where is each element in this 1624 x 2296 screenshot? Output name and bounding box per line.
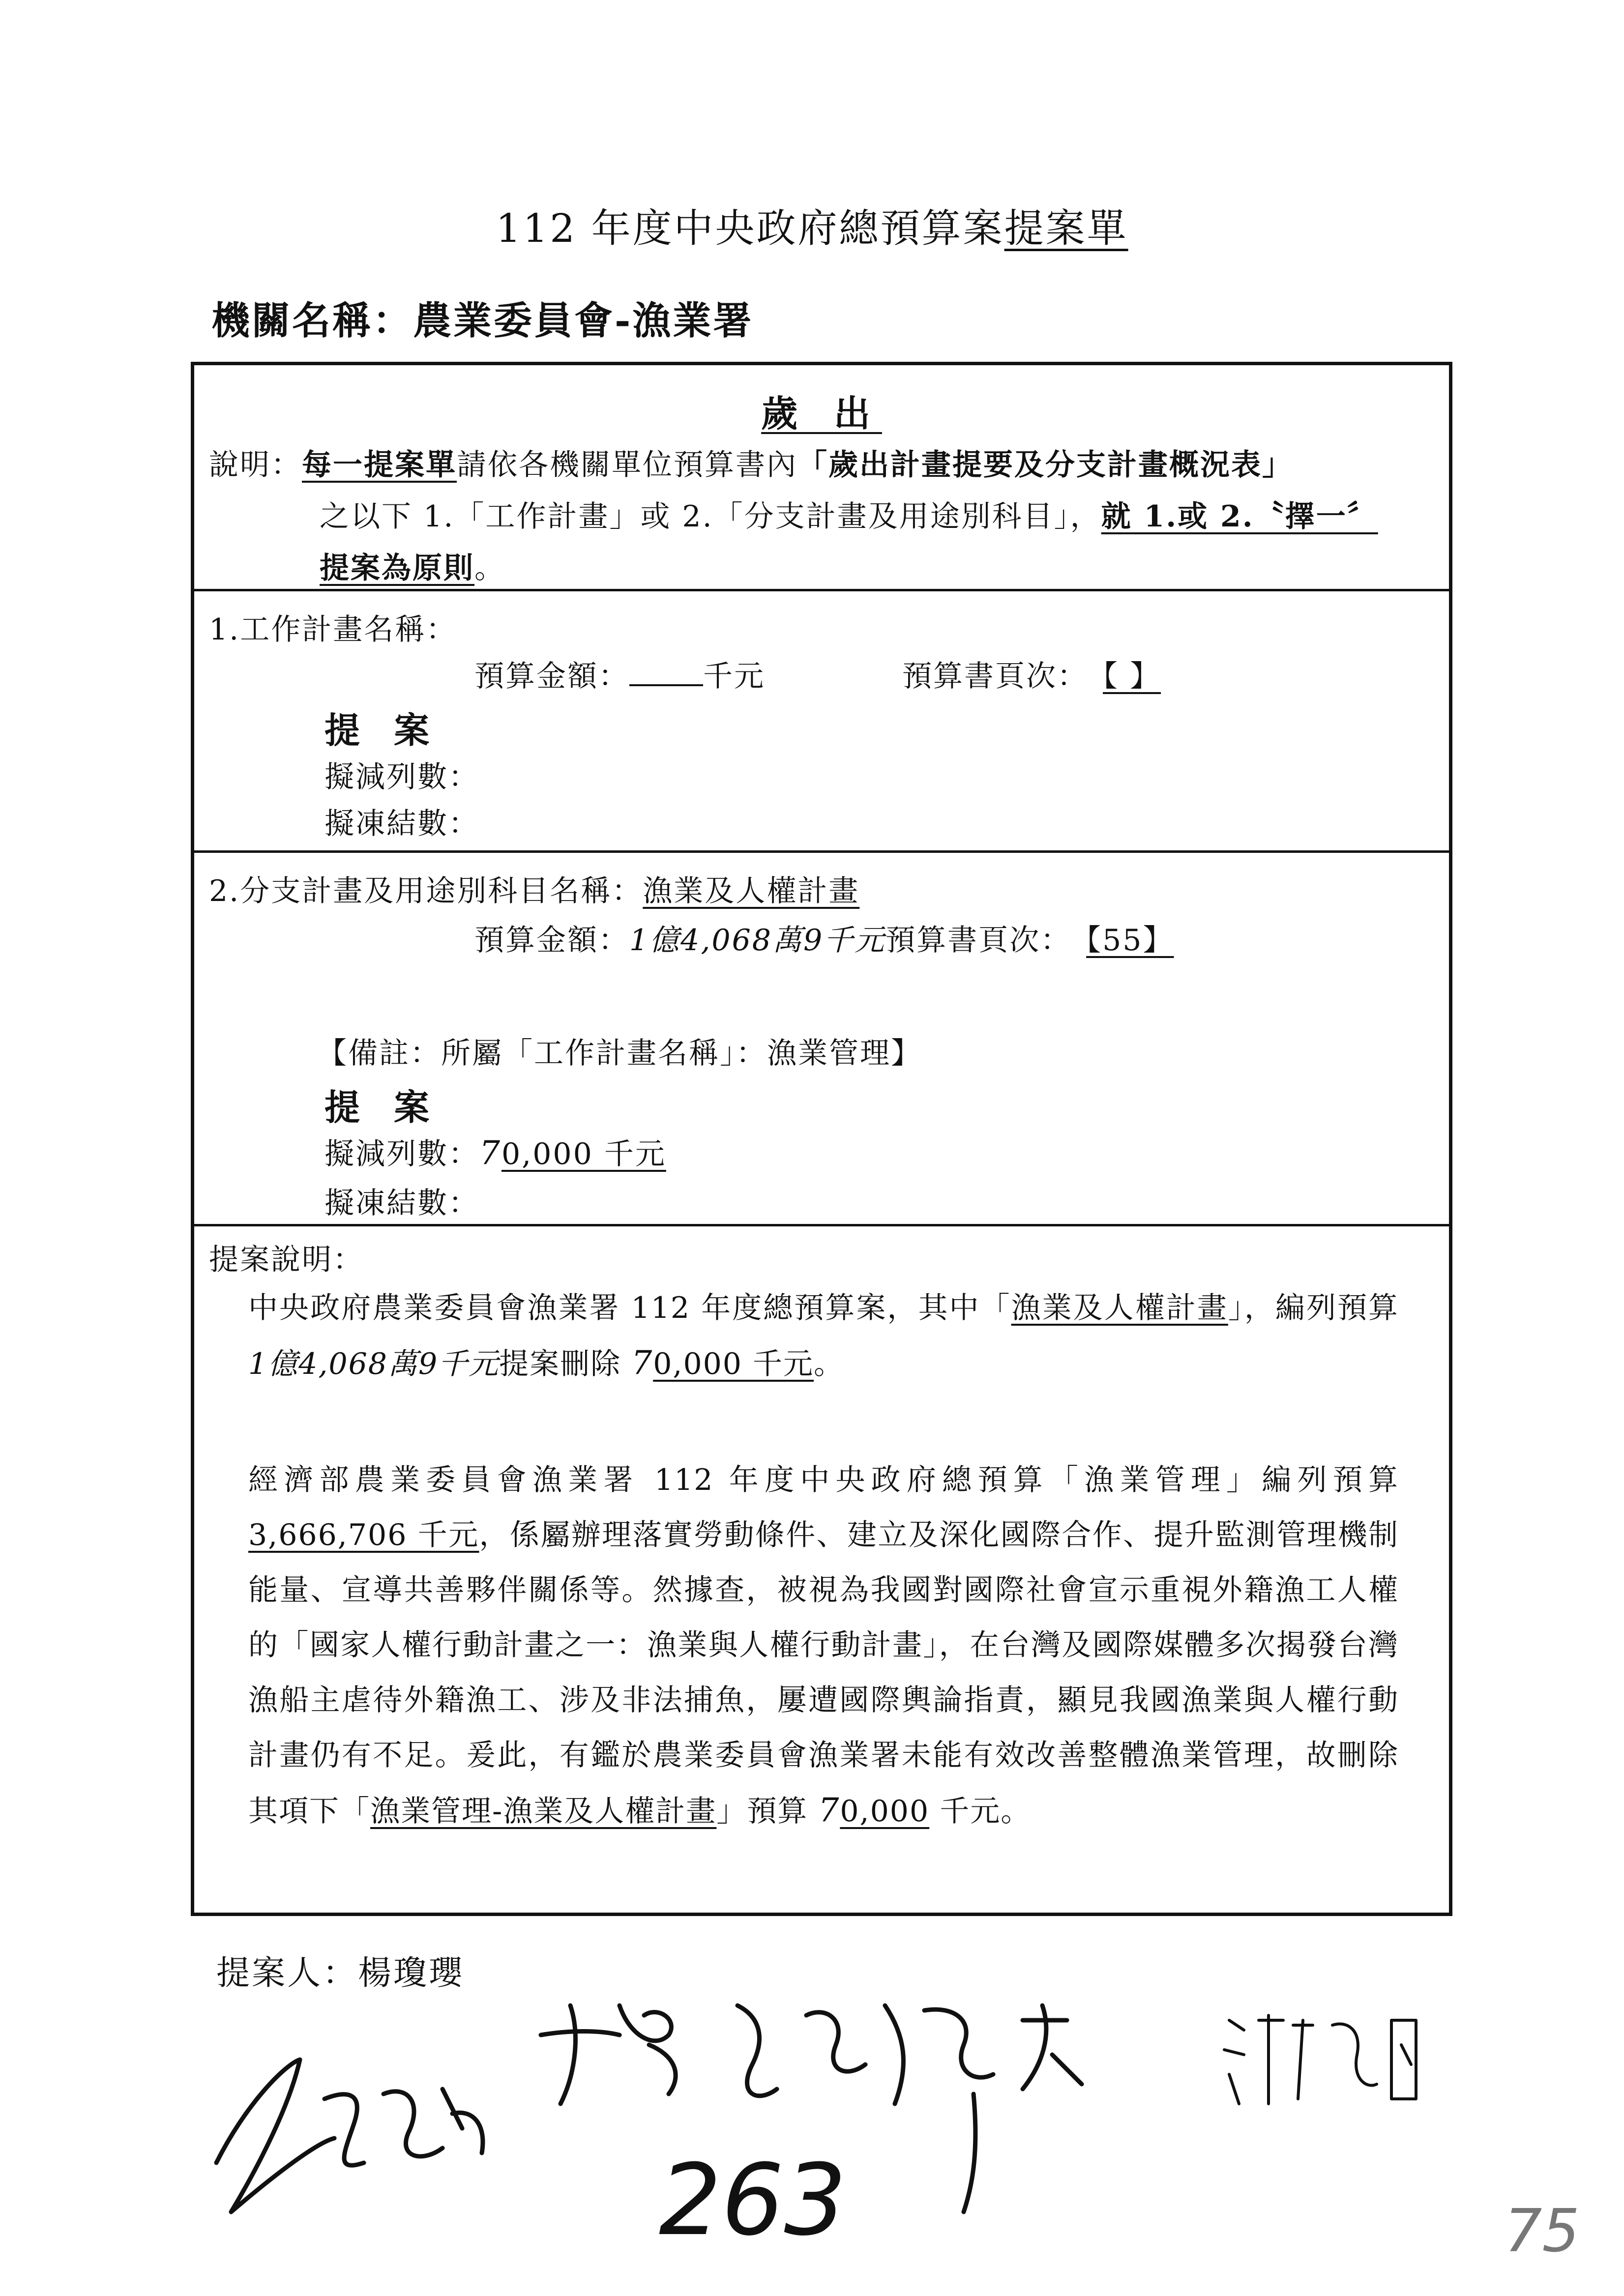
branch-cut-hand-digit: 7	[479, 1134, 502, 1172]
p1-d: 0,000 千元	[653, 1347, 814, 1381]
signature-3	[1224, 2015, 1416, 2104]
p2-a: 經濟部農業委員會漁業署 112 年度中央政府總預算「漁業管理」編列預算	[248, 1463, 1399, 1497]
p1-a: 中央政府農業委員會漁業署 112 年度總預算案，其中「	[248, 1291, 1011, 1325]
work-plan-freeze-label: 擬凍結數：	[325, 807, 479, 841]
p1-underlined: 漁業及人權計畫	[1011, 1291, 1228, 1325]
expenditure-heading: 歲 出	[761, 393, 882, 435]
note-line-3	[320, 545, 505, 587]
p2-hand-digit: 7	[818, 1791, 840, 1829]
branch-cut-value: 0,000 千元	[502, 1137, 666, 1171]
note-bold-choose-one: 就 1.或 2.〝擇一〞	[1101, 499, 1378, 534]
handwritten-page-number: 263	[659, 2143, 847, 2258]
document-title	[0, 197, 1624, 253]
note-line-1	[209, 441, 1293, 484]
proposer-name: 楊瓊瓔	[358, 1954, 465, 1993]
work-plan-budget-line	[474, 653, 765, 695]
p2-e: 千元。	[929, 1794, 1032, 1829]
note-text-2: 之以下 1.「工作計畫」或 2.「分支計畫及用途別科目」，	[320, 499, 1101, 534]
expenditure-section	[194, 365, 1449, 591]
branch-plan-label: 2.分支計畫及用途別科目名稱：	[209, 874, 643, 908]
explanation-paragraph-2	[248, 1453, 1399, 1839]
note-end: 。	[474, 551, 505, 585]
agency-line	[211, 290, 753, 345]
work-plan-label: 1.工作計畫名稱：	[209, 612, 457, 647]
note-line-2	[320, 493, 1378, 535]
title-underlined: 提案單	[1004, 205, 1128, 251]
work-plan-proposal-heading: 提 案	[325, 709, 441, 751]
p2-c: 」預算	[716, 1794, 819, 1829]
branch-plan-section	[194, 853, 1449, 1226]
corner-mark: 75	[1505, 2197, 1580, 2266]
work-plan-section	[194, 591, 1449, 853]
proposal-form-box	[191, 362, 1452, 1916]
explanation-paragraph-1	[248, 1280, 1399, 1392]
p1-c: 提案刪除	[499, 1347, 632, 1381]
branch-plan-line	[209, 868, 859, 910]
p1-hand: 1億4,068萬9千元	[248, 1347, 500, 1381]
branch-plan-name: 漁業及人權計畫	[643, 874, 860, 908]
note-bold-principle: 提案為原則	[320, 551, 474, 585]
branch-cut-line	[325, 1131, 666, 1173]
work-plan-budget-blank	[629, 660, 703, 686]
work-plan-cut-label: 擬減列數：	[325, 760, 479, 794]
note-text-1: 請依各機關單位預算書內	[457, 448, 797, 482]
handwritten-signatures	[187, 1976, 1613, 2271]
title-prefix: 112 年度中央政府總預算案	[496, 205, 1004, 251]
branch-remark: 【備註：所屬「工作計畫名稱」：漁業管理】	[317, 1036, 922, 1071]
work-plan-page-line	[902, 653, 1176, 695]
branch-budget-label: 預算金額：	[474, 923, 629, 958]
p2-d: 0,000	[840, 1794, 930, 1829]
note-bold-table: 「歲出計畫提要及分支計畫概況表」	[797, 448, 1293, 482]
branch-cut-label: 擬減列數：	[325, 1137, 479, 1171]
p2-b: ，係屬辦理落實勞動條件、建立及深化國際合作、提升監測管理機制能量、宣導共善夥伴關係等。然據查，被視為我國對國際社會宣示重視外籍漁工人權的「國家人權行動計畫之一：漁業與人權行動計畫」，在台灣及國際媒體多次揭發台灣漁船主虐待外籍漁工、涉及非法捕魚，屢遭國際輿論指責，顯見我國漁業與人權行動計畫仍有不足。爰此，有鑑於農業委員會漁業署未能有效改善整體漁業管理，故刪除其項下「	[248, 1518, 1399, 1829]
branch-proposal-heading: 提 案	[325, 1086, 441, 1128]
work-plan-budget-label: 預算金額：	[474, 659, 629, 694]
agency-label: 機關名稱：	[211, 298, 413, 343]
p1-hand-digit: 7	[631, 1344, 653, 1382]
explanation-section	[194, 1226, 1449, 1916]
branch-budget-line	[474, 917, 1188, 959]
branch-page-label: 預算書頁次：	[886, 923, 1072, 958]
signature-1	[216, 2060, 483, 2212]
work-plan-page-value: 【 】	[1103, 659, 1161, 694]
p1-b: 」，編列預算	[1228, 1291, 1399, 1325]
note-label: 說明：	[209, 448, 302, 482]
note-bold-each-form: 每一提案單	[302, 448, 457, 482]
branch-freeze-label: 擬凍結數：	[325, 1186, 479, 1221]
proposer-label: 提案人：	[216, 1954, 358, 1993]
agency-name: 農業委員會-漁業署	[413, 298, 754, 343]
p1-end: 。	[814, 1347, 845, 1381]
p2-underlined: 3,666,706 千元	[248, 1518, 479, 1552]
work-plan-budget-unit: 千元	[703, 659, 765, 694]
work-plan-page-label: 預算書頁次：	[902, 659, 1088, 694]
branch-page-value: 【55】	[1086, 923, 1174, 958]
branch-budget-handwritten: 1億4,068萬9千元	[629, 923, 886, 958]
explanation-label: 提案說明：	[209, 1243, 364, 1277]
p2-underlined-2: 漁業管理-漁業及人權計畫	[370, 1794, 717, 1829]
